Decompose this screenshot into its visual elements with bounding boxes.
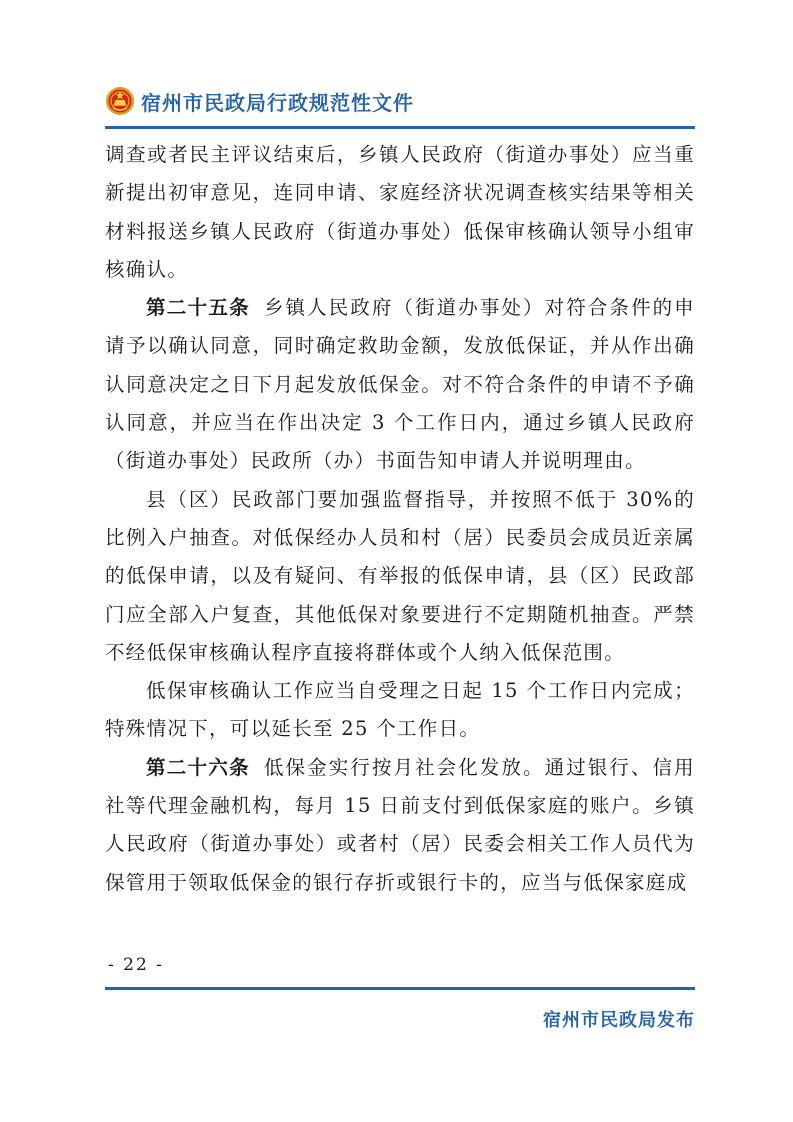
paragraph — [105, 672, 695, 749]
national-emblem-icon — [105, 86, 135, 116]
paragraph — [105, 289, 695, 480]
paragraph-text: 低保审核确认工作应当自受理之日起 15 个工作日内完成；特殊情况下，可以延长至 25 个工作日。 — [105, 679, 695, 741]
document-header — [105, 84, 695, 124]
paragraph-text: 县（区）民政部门要加强监督指导，并按照不低于 30%的比例入户抽查。对低保经办人员和村（居）民委员会成员近亲属的低保申请，以及有疑问、有举报的低保申请，县（区）民政部门应全部入户复查，其他低保对象要进行不定期随机抽查。严禁不经低保审核确认程序直接将群体或个人纳入低保范围。 — [105, 487, 695, 664]
paragraph-text: 低保金实行按月社会化发放。通过银行、信用社等代理金融机构，每月 15 日前支付到低保家庭的账户。乡镇人民政府（街道办事处）或者村（居）民委会相关工作人员代为保管用于领取低保金的银行存折或银行卡的，应当与低保家庭成 — [105, 755, 695, 894]
article-heading: 第二十六条 — [146, 755, 250, 779]
paragraph — [105, 136, 695, 289]
page-number: - 22 - — [108, 955, 164, 975]
paragraph-text: 调查或者民主评议结束后，乡镇人民政府（街道办事处）应当重新提出初审意见，连同申请、家庭经济状况调查核实结果等相关材料报送乡镇人民政府（街道办事处）低保审核确认领导小组审核确认。 — [105, 143, 695, 281]
header-title: 宿州市民政局行政规范性文件 — [141, 91, 414, 115]
header-divider — [105, 126, 695, 129]
article-heading: 第二十五条 — [146, 296, 250, 320]
paragraph-text: 乡镇人民政府（街道办事处）对符合条件的申请予以确认同意，同时确定救助金额，发放低保证，并从作出确认同意决定之日下月起发放低保金。对不符合条件的申请不予确认同意，并应当在作出决定 3 个工作日内，通过乡镇人民政府（街道办事处）民政所（办）书面告知申请人并说明理由。 — [105, 296, 695, 473]
paragraph — [105, 749, 695, 902]
body-text — [105, 136, 695, 902]
publisher-label: 宿州市民政局发布 — [543, 1010, 695, 1031]
footer-divider — [105, 987, 695, 990]
paragraph — [105, 481, 695, 672]
